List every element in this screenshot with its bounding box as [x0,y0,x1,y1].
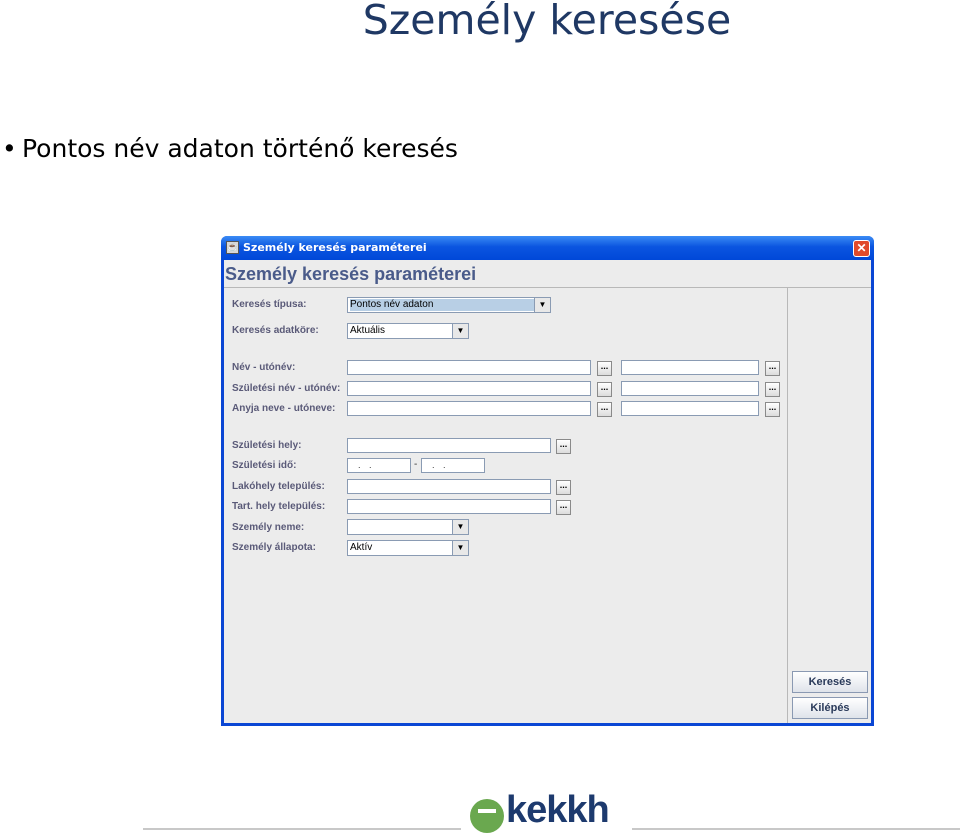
status-select[interactable] [347,540,469,556]
birth-date-label: Születési idő: [232,460,297,471]
temp-residence-label: Tart. hely település: [232,501,326,512]
birth-family-name-lookup-button[interactable]: ... [597,382,612,397]
gender-label: Személy neme: [232,522,305,533]
window-title: Személy keresés paraméterei [243,241,427,254]
search-type-select[interactable] [347,297,551,313]
dialog-content [224,260,871,723]
search-scope-value: Aktuális [350,325,386,336]
search-scope-label: Keresés adatköre: [232,325,319,336]
status-value: Aktív [350,542,373,553]
birth-place-input[interactable] [347,438,551,453]
bullet-text: Pontos név adaton történő keresés [22,134,458,163]
java-app-icon: ☕ [227,242,239,252]
birth-date-to-input[interactable]: . . [421,458,485,473]
footer-line [632,828,960,830]
chevron-down-icon[interactable]: ▼ [452,541,468,555]
mother-family-name-input[interactable] [347,401,591,416]
divider [224,287,871,288]
residence-input[interactable] [347,479,551,494]
birth-name-label: Születési név - utónév: [232,383,341,394]
search-type-value: Pontos név adaton [350,299,534,311]
name-label: Név - utónév: [232,362,296,373]
window-titlebar[interactable] [221,236,874,260]
birth-date-from-input[interactable]: . . [347,458,411,473]
search-button[interactable]: Keresés [792,671,868,693]
logo-e-icon [470,799,504,833]
status-label: Személy állapota: [232,542,316,553]
search-scope-select[interactable] [347,323,469,339]
bullet-item [0,134,458,163]
footer-line [143,828,461,830]
mother-given-name-lookup-button[interactable]: ... [765,402,780,417]
search-type-label: Keresés típusa: [232,299,307,310]
temp-residence-input[interactable] [347,499,551,514]
birth-place-lookup-button[interactable]: ... [556,439,571,454]
given-name-input[interactable] [621,360,759,375]
search-dialog [221,236,874,726]
birth-place-label: Születési hely: [232,440,302,451]
exit-button[interactable]: Kilépés [792,697,868,719]
close-icon[interactable]: ✕ [853,240,870,257]
residence-lookup-button[interactable]: ... [556,480,571,495]
family-name-input[interactable] [347,360,591,375]
mother-name-label: Anyja neve - utóneve: [232,403,336,414]
bullet-icon: • [2,134,17,163]
date-range-separator: - [414,459,418,470]
mother-given-name-input[interactable] [621,401,759,416]
given-name-lookup-button[interactable]: ... [765,361,780,376]
slide-title: Személy keresése [362,0,732,44]
residence-label: Lakóhely település: [232,481,325,492]
birth-given-name-input[interactable] [621,381,759,396]
divider [787,287,788,723]
chevron-down-icon[interactable]: ▼ [452,520,468,534]
dialog-heading: Személy keresés paraméterei [225,264,477,284]
family-name-lookup-button[interactable]: ... [597,361,612,376]
logo-text: kekkh [506,789,609,831]
chevron-down-icon[interactable]: ▼ [452,324,468,338]
birth-given-name-lookup-button[interactable]: ... [765,382,780,397]
chevron-down-icon[interactable]: ▼ [534,298,550,312]
mother-family-name-lookup-button[interactable]: ... [597,402,612,417]
temp-residence-lookup-button[interactable]: ... [556,500,571,515]
gender-select[interactable] [347,519,469,535]
birth-family-name-input[interactable] [347,381,591,396]
